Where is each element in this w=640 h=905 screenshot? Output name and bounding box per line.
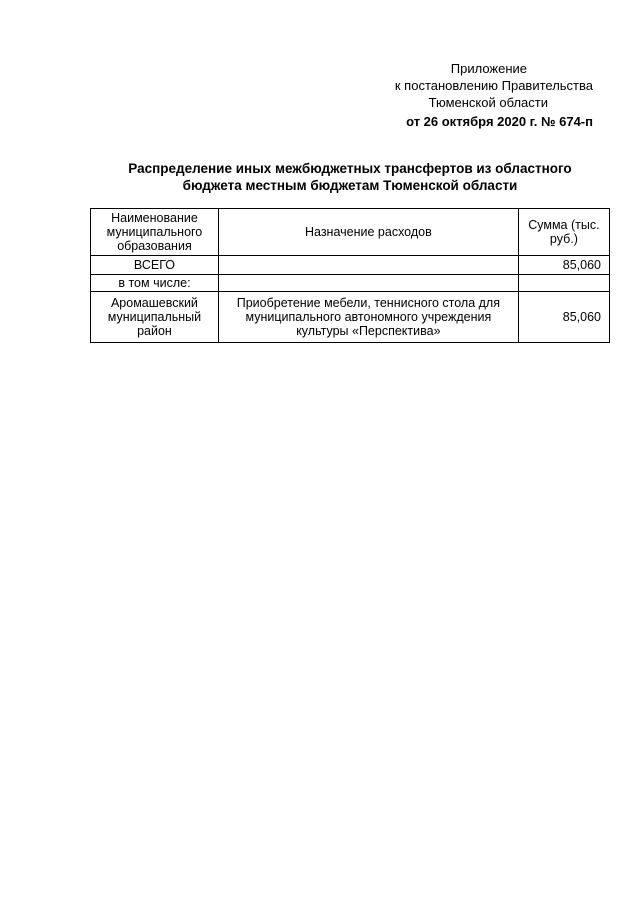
table-row-total [91,256,610,275]
municipality-name: Аромашевский муниципальный район [91,292,219,343]
title-line-2: бюджета местным бюджетам Тюменской области [182,178,518,193]
appendix-header [293,60,593,130]
appendix-label: Приложение [450,61,527,76]
table-header-row [91,209,610,256]
table-row-including [91,275,610,292]
total-label: ВСЕГО [91,256,219,275]
resolution-reference: к постановлению Правительства [394,78,593,93]
column-header-amount: Сумма (тыс. руб.) [518,209,609,256]
total-purpose [218,256,518,275]
including-empty-purpose [218,275,518,292]
total-amount: 85,060 [518,256,609,275]
including-label: в том числе: [91,275,219,292]
resolution-date-number: от 26 октября 2020 г. № 674-п [406,114,593,129]
column-header-municipality: Наименование муниципального образования [91,209,219,256]
region-name: Тюменской области [428,95,548,110]
document-title [90,160,610,194]
expense-amount: 85,060 [518,292,609,343]
including-empty-amount [518,275,609,292]
title-line-1: Распределение иных межбюджетных трансфертов из областного [128,161,572,176]
transfers-table [90,208,610,343]
expense-purpose: Приобретение мебели, теннисного стола для муниципального автономного учреждения культуры «Перспектива» [218,292,518,343]
table-row [91,292,610,343]
column-header-purpose: Назначение расходов [218,209,518,256]
